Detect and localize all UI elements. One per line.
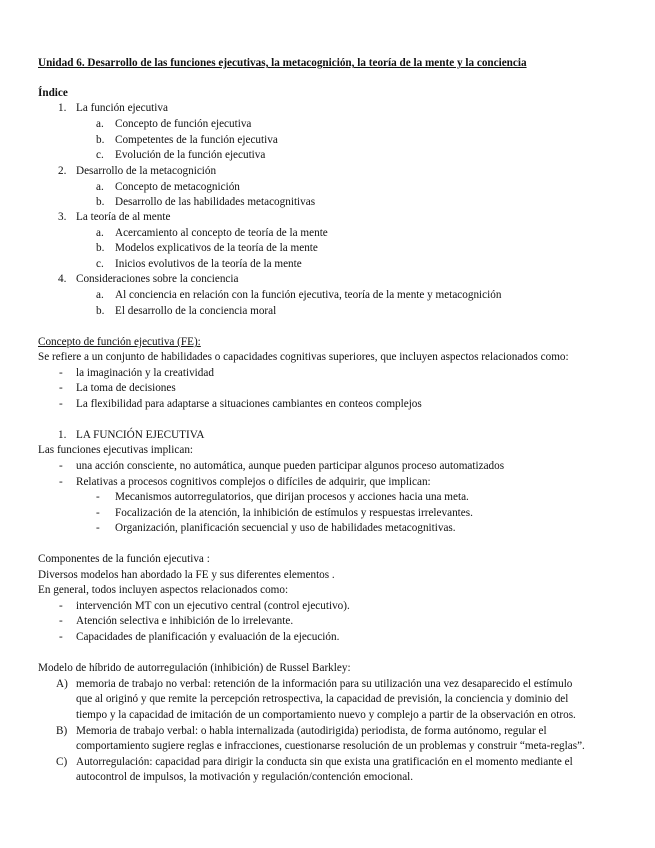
index-subitem-letter: a. <box>96 289 104 301</box>
model-item-line: memoria de trabajo no verbal: retención de la información para su utilización una vez desaparecido el estímulo <box>76 678 573 690</box>
model-item-line: que al originó y que remite la percepción retrospectiva, la capacidad de previsión, la conciencia y dominio del <box>76 693 569 705</box>
bullet-dash: - <box>59 600 63 612</box>
model-item-line: autocontrol de impulsos, la motivación y regulación/contención emocional. <box>76 771 414 783</box>
section-heading: LA FUNCIÓN EJECUTIVA <box>76 429 205 441</box>
index-item-number: 1. <box>58 102 67 114</box>
index-subitem: Al conciencia en relación con la función ejecutiva, teoría de la mente y metacognición <box>115 289 502 301</box>
index-item: La función ejecutiva <box>76 102 168 114</box>
index-item-number: 2. <box>58 165 67 177</box>
index-subitem-letter: b. <box>96 242 105 254</box>
index-subitem-letter: a. <box>96 181 104 193</box>
concept-heading: Concepto de función ejecutiva (FE): <box>38 336 201 348</box>
index-subitem: Acercamiento al concepto de teoría de la mente <box>115 227 328 239</box>
document-title: Unidad 6. Desarrollo de las funciones ejecutivas, la metacognición, la teoría de la mente y la conciencia <box>38 57 527 69</box>
concept-intro: Se refiere a un conjunto de habilidades o capacidades cognitivas superiores, que incluyen aspectos relacionados como: <box>38 351 569 363</box>
model-item-line: Autorregulación: capacidad para dirigir la conducta sin que exista una gratificación en el momento mediante el <box>76 756 573 768</box>
section-subbullet: Organización, planificación secuencial y uso de habilidades metacognitivas. <box>115 522 456 534</box>
index-subitem: Inicios evolutivos de la teoría de la mente <box>115 258 302 270</box>
index-item: Desarrollo de la metacognición <box>76 165 217 177</box>
index-item-number: 4. <box>58 273 67 285</box>
model-item-letter: B) <box>56 725 68 737</box>
concept-bullet: La toma de decisiones <box>76 382 176 394</box>
index-heading: Índice <box>38 87 68 99</box>
section-intro: Las funciones ejecutivas implican: <box>38 444 194 456</box>
index-subitem: El desarrollo de la conciencia moral <box>115 305 277 317</box>
index-subitem: Concepto de función ejecutiva <box>115 118 252 130</box>
index-subitem-letter: a. <box>96 227 104 239</box>
model-heading: Modelo de híbrido de autorregulación (inhibición) de Russel Barkley: <box>38 662 351 674</box>
index-item-number: 3. <box>58 211 67 223</box>
bullet-dash: - <box>59 476 63 488</box>
index-subitem-letter: b. <box>96 305 105 317</box>
index-subitem-letter: b. <box>96 134 105 146</box>
bullet-dash: - <box>96 507 100 519</box>
model-item-line: tiempo y la capacidad de imitación de un comportamiento nuevo y complejo a partir de la observación en otros. <box>76 709 576 721</box>
bullet-dash: - <box>59 367 63 379</box>
section-subbullet: Focalización de la atención, la inhibición de estímulos y respuestas irrelevantes. <box>115 507 473 519</box>
index-subitem: Modelos explicativos de la teoría de la mente <box>115 242 318 254</box>
bullet-dash: - <box>59 615 63 627</box>
bullet-dash: - <box>96 491 100 503</box>
bullet-dash: - <box>96 522 100 534</box>
concept-bullet: la imaginación y la creatividad <box>76 367 214 379</box>
components-heading: Componentes de la función ejecutiva : <box>38 553 210 565</box>
bullet-dash: - <box>59 382 63 394</box>
components-line: Diversos modelos han abordado la FE y sus diferentes elementos . <box>38 569 335 581</box>
bullet-dash: - <box>59 631 63 643</box>
index-subitem: Desarrollo de las habilidades metacognitivas <box>115 196 316 208</box>
index-subitem-letter: b. <box>96 196 105 208</box>
components-bullet: intervención MT con un ejecutivo central (control ejecutivo). <box>76 600 350 612</box>
index-subitem-letter: c. <box>96 258 104 270</box>
index-subitem-letter: c. <box>96 149 104 161</box>
index-subitem-letter: a. <box>96 118 104 130</box>
index-item: Consideraciones sobre la conciencia <box>76 273 239 285</box>
model-item-letter: A) <box>56 678 68 690</box>
components-bullet: Capacidades de planificación y evaluación de la ejecución. <box>76 631 340 643</box>
index-subitem: Evolución de la función ejecutiva <box>115 149 266 161</box>
section-number: 1. <box>58 429 67 441</box>
bullet-dash: - <box>59 460 63 472</box>
section-bullet: una acción consciente, no automática, aunque pueden participar algunos proceso automatizados <box>76 460 505 472</box>
model-item-line: comportamiento sugiere reglas e infracciones, cuestionarse resolución de un problemas y construir “meta-reglas”. <box>76 740 585 752</box>
index-subitem: Concepto de metacognición <box>115 181 240 193</box>
bullet-dash: - <box>59 398 63 410</box>
components-bullet: Atención selectiva e inhibición de lo irrelevante. <box>76 615 294 627</box>
section-subbullet: Mecanismos autorregulatorios, que dirijan procesos y acciones hacia una meta. <box>115 491 469 503</box>
components-line: En general, todos incluyen aspectos relacionados como: <box>38 584 289 596</box>
index-item: La teoría de al mente <box>76 211 171 223</box>
section-bullet: Relativas a procesos cognitivos complejos o difíciles de adquirir, que implican: <box>76 476 431 488</box>
index-subitem: Competentes de la función ejecutiva <box>115 134 278 146</box>
model-item-line: Memoria de trabajo verbal: o habla internalizada (autodirigida) periodista, de forma autónomo, regular el <box>76 725 547 737</box>
concept-bullet: La flexibilidad para adaptarse a situaciones cambiantes en conteos complejos <box>76 398 422 410</box>
model-item-letter: C) <box>56 756 68 768</box>
